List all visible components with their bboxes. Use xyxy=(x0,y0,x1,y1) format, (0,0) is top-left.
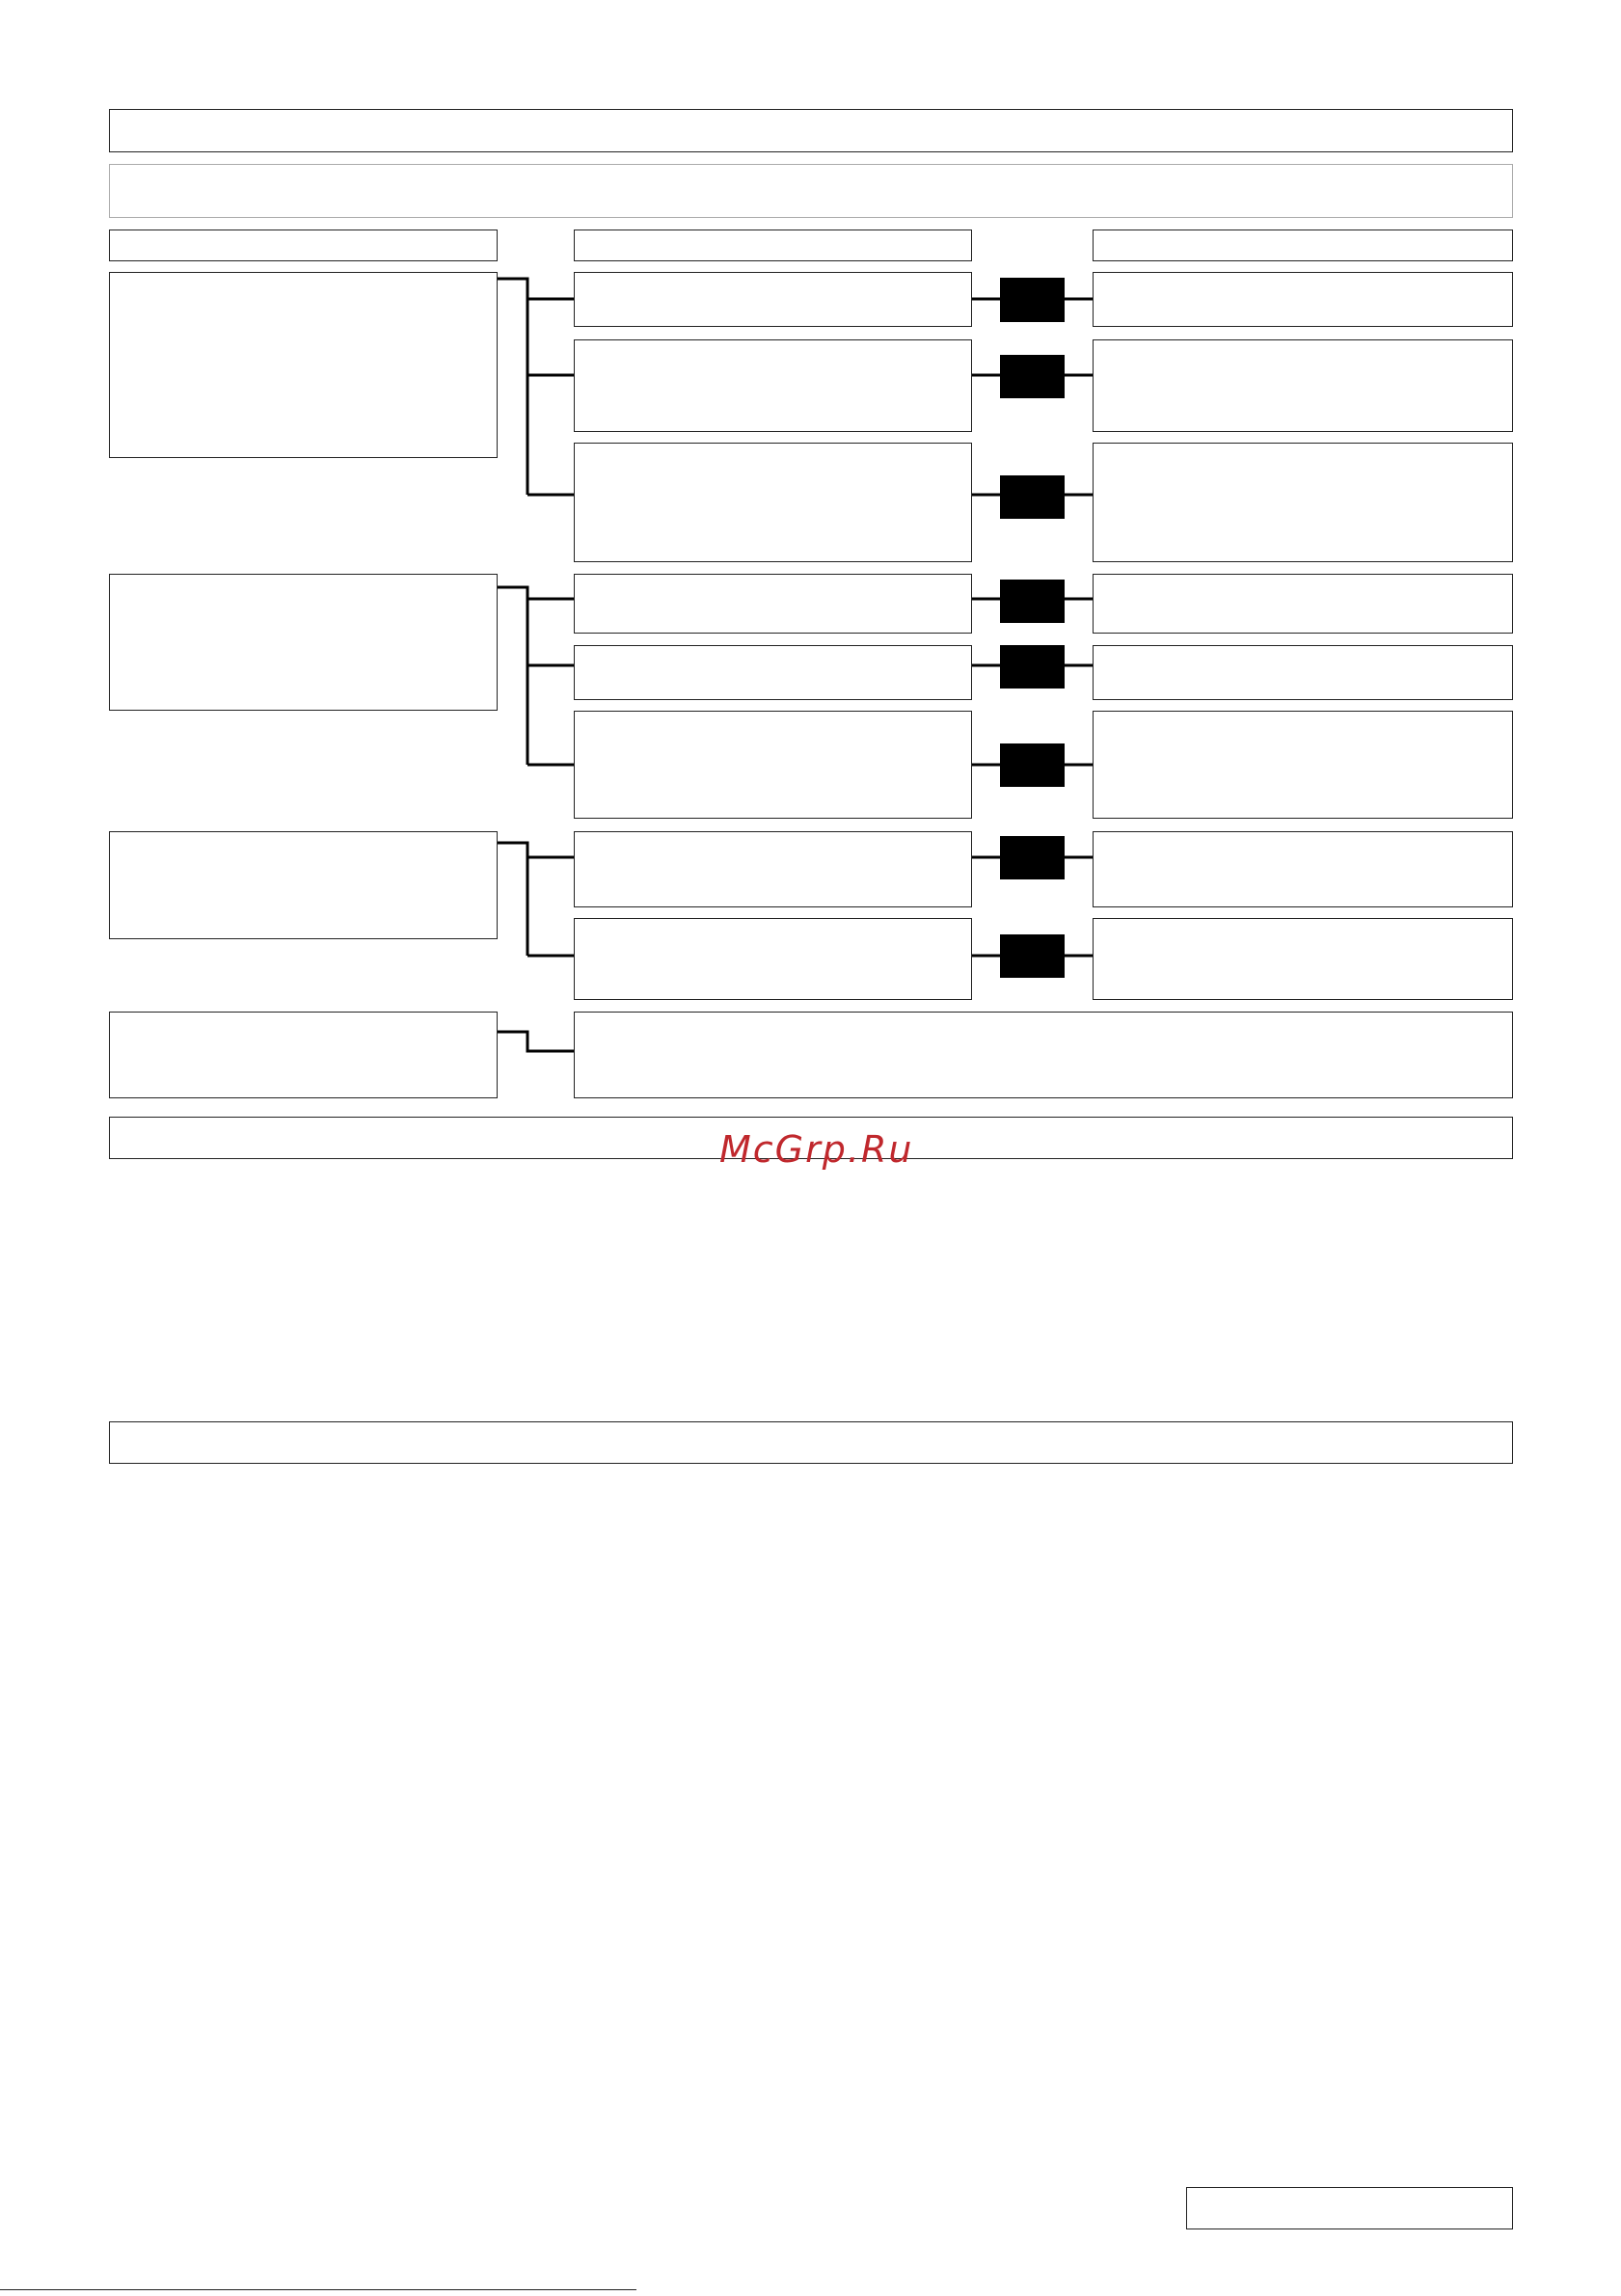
footer-rule xyxy=(0,2289,636,2290)
bracket-group-1 xyxy=(498,279,527,495)
bracket-group-4 xyxy=(498,1032,574,1051)
bracket-group-3 xyxy=(498,843,527,956)
section-bar xyxy=(109,1421,1513,1464)
watermark-text: McGrp.Ru xyxy=(719,1128,914,1171)
page-number-box xyxy=(1186,2187,1513,2229)
bracket-group-2 xyxy=(498,587,527,765)
